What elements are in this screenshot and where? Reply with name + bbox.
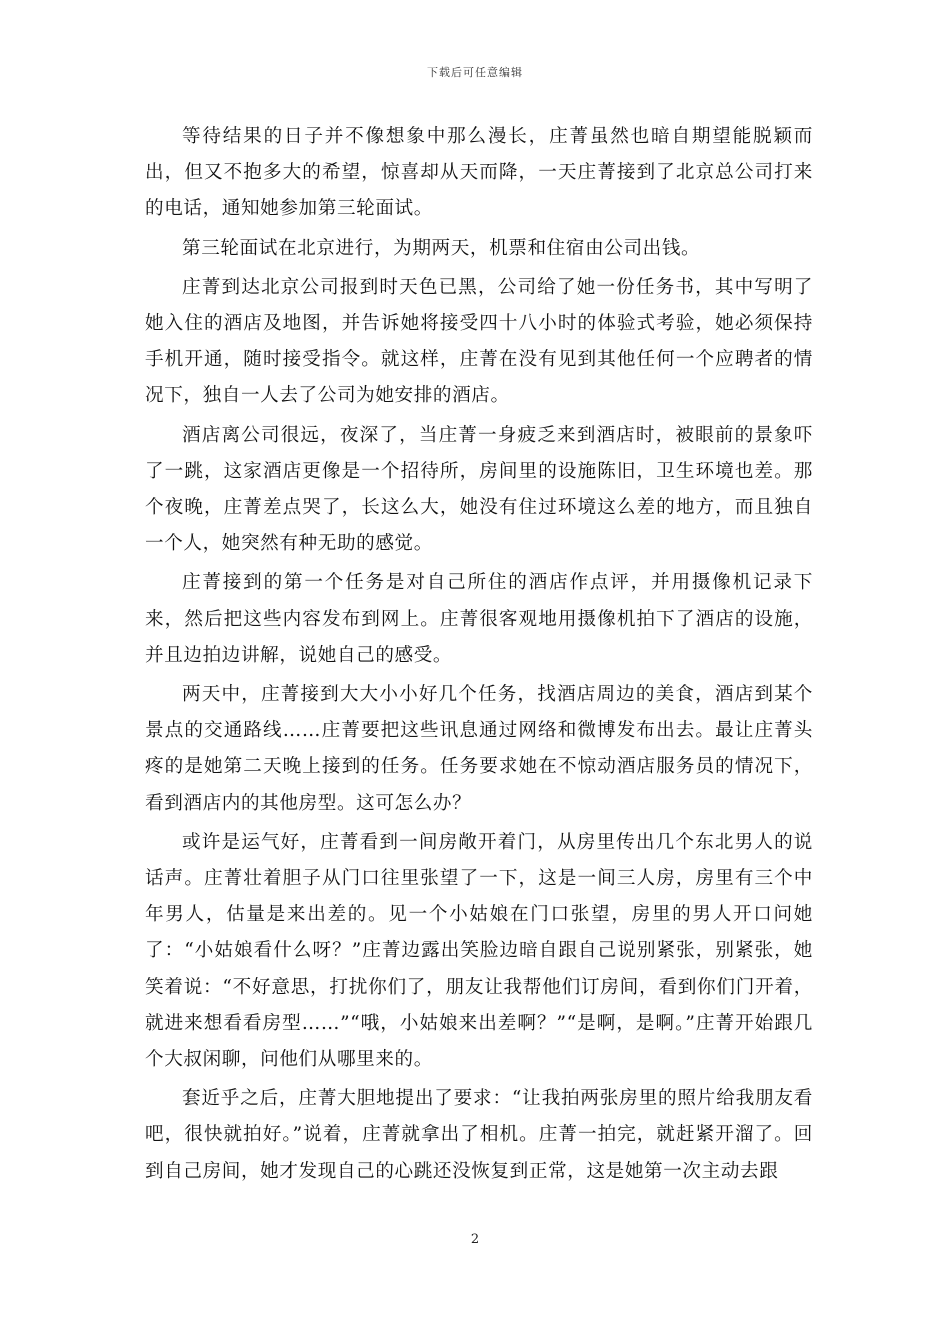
paragraph: 庄菁接到的第一个任务是对自己所住的酒店作点评，并用摄像机记录下来，然后把这些内容发布到网上。庄菁很客观地用摄像机拍下了酒店的设施，并且边拍边讲解，说她自己的感受。 xyxy=(145,572,813,666)
paragraph: 酒店离公司很远，夜深了，当庄菁一身疲乏来到酒店时，被眼前的景象吓了一跳，这家酒店更像是一个招待所，房间里的设施陈旧，卫生环境也差。那个夜晚，庄菁差点哭了，长这么大，她没有住过环境这么差的地方，而且独自一个人，她突然有种无助的感觉。 xyxy=(145,424,813,555)
paragraph: 两天中，庄菁接到大大小小好几个任务，找酒店周边的美食，酒店到某个景点的交通路线……庄菁要把这些讯息通过网络和微博发布出去。最让庄菁头疼的是她第二天晚上接到的任务。任务要求她在不惊动酒店服务员的情况下，看到酒店内的其他房型。这可怎么办？ xyxy=(145,684,813,814)
page-number: 2 xyxy=(470,1232,480,1247)
document-body xyxy=(145,119,813,1193)
page-header: 下载后可任意编辑 xyxy=(427,66,523,79)
paragraph: 套近乎之后，庄菁大胆地提出了要求：“让我拍两张房里的照片给我朋友看吧，很快就拍好。”说着，庄菁就拿出了相机。庄菁一拍完，就赶紧开溜了。回到自己房间，她才发现自己的心跳还没恢复到正常，这是她第一次主动去跟 xyxy=(145,1088,813,1182)
paragraph: 第三轮面试在北京进行，为期两天，机票和住宿由公司出钱。 xyxy=(182,237,701,259)
paragraph: 等待结果的日子并不像想象中那么漫长，庄菁虽然也暗自期望能脱颖而出，但又不抱多大的希望，惊喜却从天而降，一天庄菁接到了北京总公司打来的电话，通知她参加第三轮面试。 xyxy=(145,126,813,220)
paragraph: 庄菁到达北京公司报到时天色已黑，公司给了她一份任务书，其中写明了她入住的酒店及地图，并告诉她将接受四十八小时的体验式考验，她必须保持手机开通，随时接受指令。就这样，庄菁在没有见到其他任何一个应聘者的情况下，独自一人去了公司为她安排的酒店。 xyxy=(145,276,813,407)
paragraph: 或许是运气好，庄菁看到一间房敞开着门，从房里传出几个东北男人的说话声。庄菁壮着胆子从门口往里张望了一下，这是一间三人房，房里有三个中年男人，估量是来出差的。见一个小姑娘在门口张望，房里的男人开口问她了：“小姑娘看什么呀？”庄菁边露出笑脸边暗自跟自己说别紧张，别紧张，她笑着说：“不好意思，打扰你们了，朋友让我帮他们订房间，看到你们门开着，就进来想看看房型……”“哦，小姑娘来出差啊？”“是啊，是啊。”庄菁开始跟几个大叔闲聊，问他们从哪里来的。 xyxy=(145,831,813,1071)
